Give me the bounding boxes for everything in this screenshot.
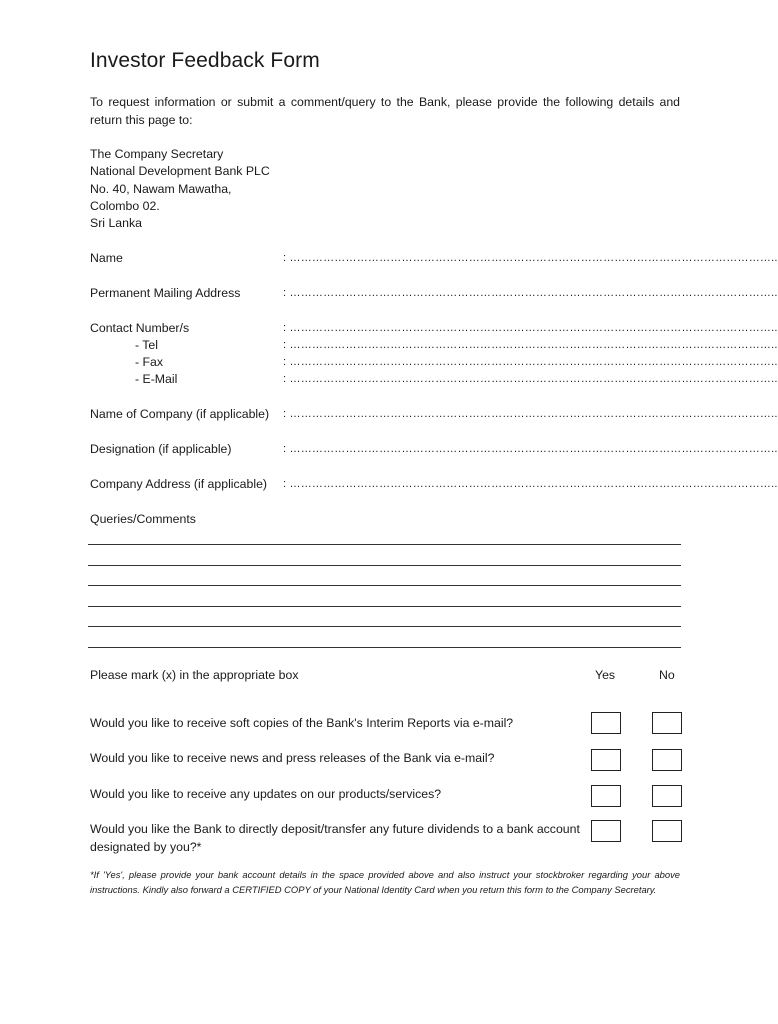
address-line: National Development Bank PLC: [90, 164, 270, 179]
name-label: Name: [90, 251, 123, 265]
address-line: Sri Lanka: [90, 216, 142, 231]
comment-line[interactable]: [88, 585, 681, 586]
email-label: - E-Mail: [135, 372, 178, 386]
company-name-label: Name of Company (if applicable): [90, 407, 270, 421]
comment-line[interactable]: [88, 626, 681, 627]
comment-line[interactable]: [88, 544, 681, 545]
address-line: Colombo 02.: [90, 198, 160, 213]
interim-reports-yes-checkbox[interactable]: [591, 712, 621, 734]
question-dividend-deposit: Would you like the Bank to directly deposit/transfer any future dividends to a bank account designated by you?*: [90, 822, 580, 854]
press-releases-yes-checkbox[interactable]: [591, 749, 621, 771]
contact-number-field[interactable]: : …………………………………………………………………………………………………………………..: [283, 322, 778, 334]
company-address-field[interactable]: : …………………………………………………………………………………………………………………..: [283, 478, 778, 490]
address-line: The Company Secretary: [90, 147, 224, 161]
fax-field[interactable]: : …………………………………………………………………………………………………………………..: [283, 356, 778, 368]
footnote: *If 'Yes', please provide your bank account details in the space provided above and also instruct your stockbroker regarding your above instructions. Kindly also forward a CERTIFIED COPY of your National Identity Card when you return this form to the Company Secretary.: [90, 869, 680, 895]
comment-line[interactable]: [88, 647, 681, 648]
product-updates-yes-checkbox[interactable]: [591, 785, 621, 807]
designation-label: Designation (if applicable): [90, 442, 232, 456]
return-address: [90, 146, 270, 232]
mailing-address-label: Permanent Mailing Address: [90, 286, 241, 300]
page-title: Investor Feedback Form: [90, 49, 320, 72]
dividend-deposit-yes-checkbox[interactable]: [591, 820, 621, 842]
question-interim-reports: Would you like to receive soft copies of the Bank's Interim Reports via e-mail?: [90, 716, 514, 730]
company-name-field[interactable]: : …………………………………………………………………………………………………………………..: [283, 408, 778, 420]
email-field[interactable]: : …………………………………………………………………………………………………………………..: [283, 373, 778, 385]
comment-line[interactable]: [88, 606, 681, 607]
dividend-deposit-no-checkbox[interactable]: [652, 820, 682, 842]
tel-field[interactable]: : …………………………………………………………………………………………………………………..: [283, 339, 778, 351]
contact-number-label: Contact Number/s: [90, 321, 190, 335]
question-product-updates: Would you like to receive any updates on our products/services?: [90, 787, 442, 801]
mailing-address-field[interactable]: : …………………………………………………………………………………………………………………..: [283, 287, 778, 299]
comment-line[interactable]: [88, 565, 681, 566]
company-address-label: Company Address (if applicable): [90, 477, 268, 491]
designation-field[interactable]: : …………………………………………………………………………………………………………………..: [283, 443, 778, 455]
mark-instruction: Please mark (x) in the appropriate box: [90, 668, 299, 682]
address-line: No. 40, Nawam Mawatha,: [90, 181, 232, 196]
intro-paragraph: To request information or submit a comment/query to the Bank, please provide the following details and return this page to:: [90, 95, 680, 127]
no-column-header: No: [659, 668, 675, 682]
fax-label: - Fax: [135, 355, 164, 369]
interim-reports-no-checkbox[interactable]: [652, 712, 682, 734]
yes-column-header: Yes: [595, 668, 616, 682]
product-updates-no-checkbox[interactable]: [652, 785, 682, 807]
question-press-releases: Would you like to receive news and press releases of the Bank via e-mail?: [90, 751, 495, 765]
tel-label: - Tel: [135, 338, 159, 352]
press-releases-no-checkbox[interactable]: [652, 749, 682, 771]
name-field[interactable]: : …………………………………………………………………………………………………………………..: [283, 252, 778, 264]
comments-label: Queries/Comments: [90, 512, 196, 526]
